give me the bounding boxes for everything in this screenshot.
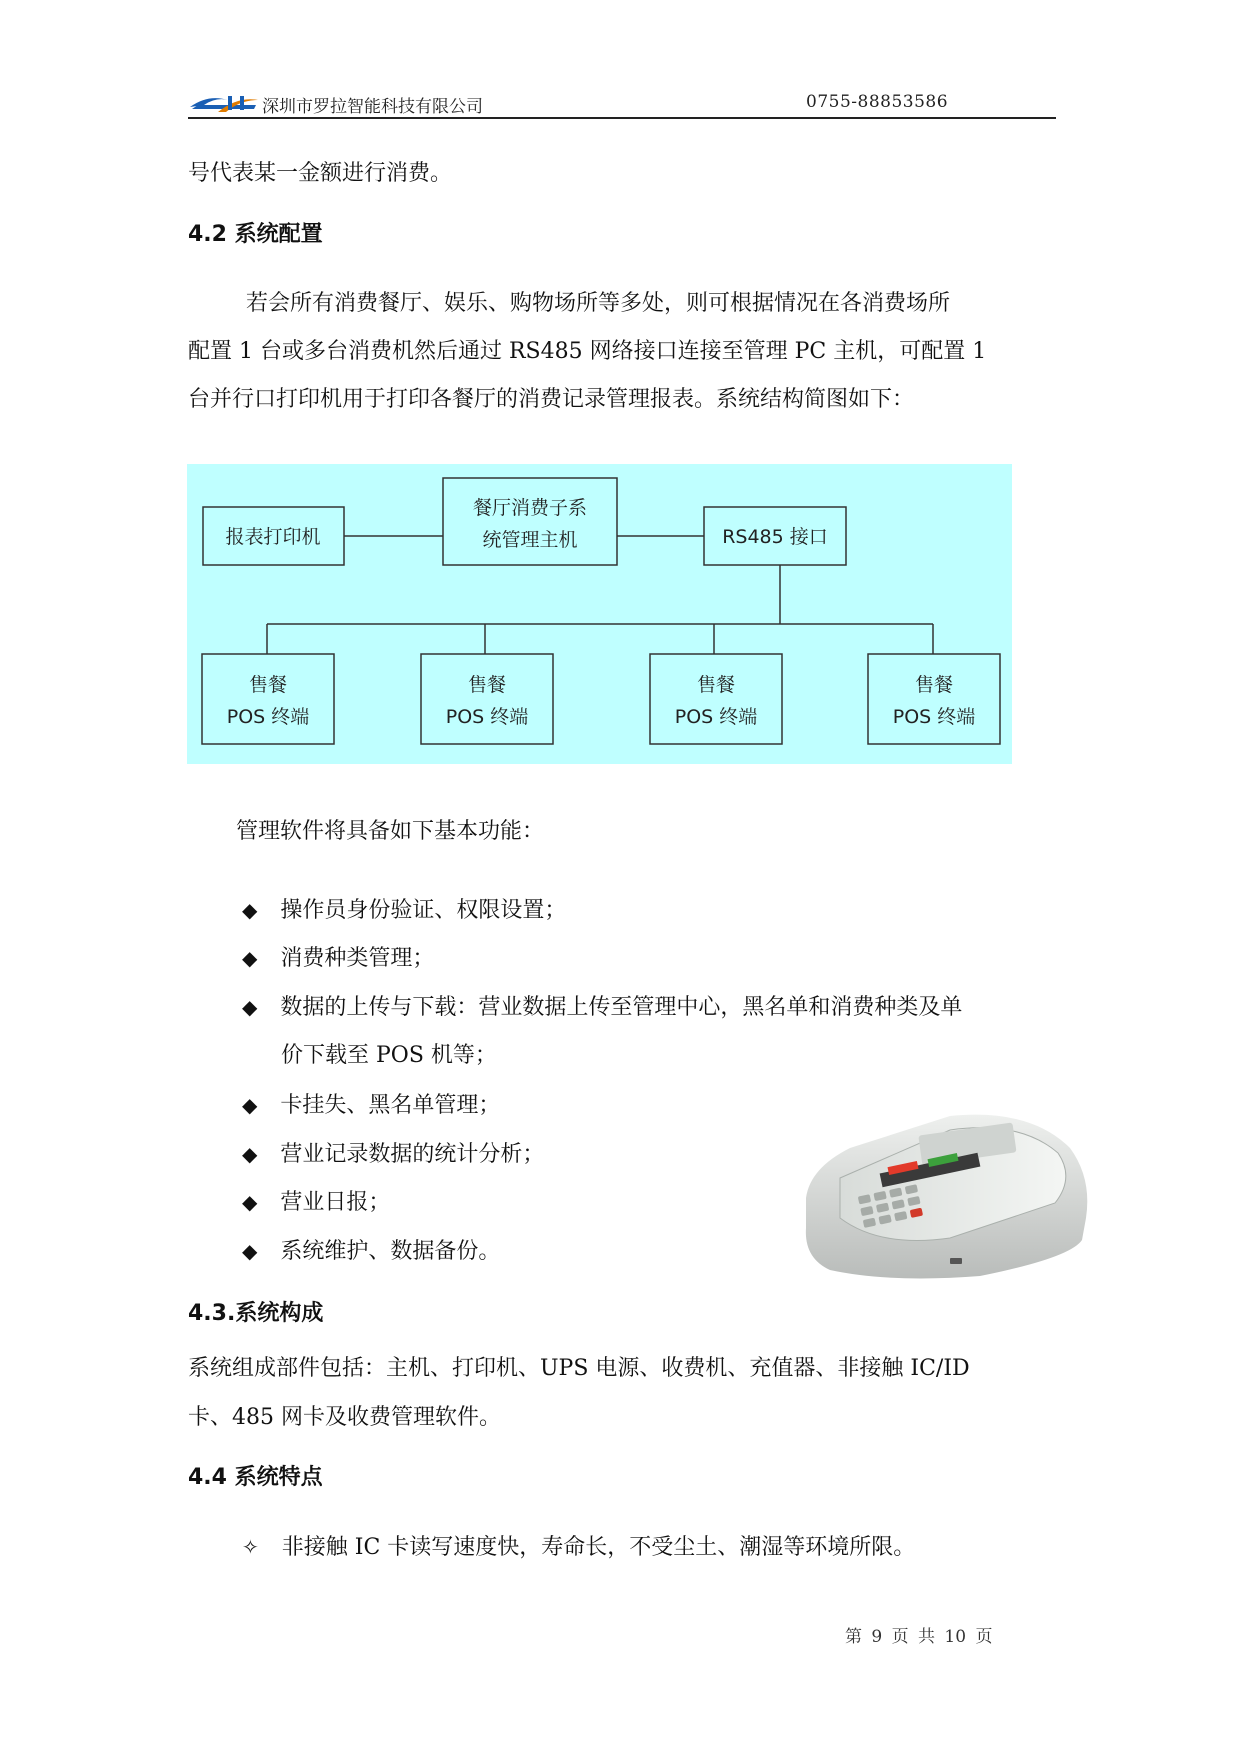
paragraph-intro-line2: 配置 1 台或多台消费机然后通过 RS485 网络接口连接至管理 PC 主机，可配置 1 bbox=[188, 339, 987, 364]
diamond-bullet-icon: ◆ bbox=[242, 1190, 258, 1214]
printer-label: 报表打印机 bbox=[225, 526, 321, 548]
list-item-text: 营业记录数据的统计分析； bbox=[280, 1142, 545, 1167]
header-company-name: 深圳市罗拉智能科技有限公司 bbox=[262, 97, 483, 117]
list-item-text: 营业日报； bbox=[280, 1190, 391, 1215]
list-item bbox=[242, 1227, 500, 1276]
list-item bbox=[242, 934, 434, 983]
terminal-label-line1: 售餐 bbox=[696, 674, 736, 696]
system-structure-diagram bbox=[187, 464, 1012, 764]
list-item bbox=[242, 1081, 500, 1130]
terminal-label-line1: 售餐 bbox=[914, 674, 954, 696]
terminal-label-line2: POS 终端 bbox=[226, 706, 310, 728]
terminal-label-line2: POS 终端 bbox=[445, 706, 529, 728]
pos-terminal-image bbox=[800, 1108, 1090, 1283]
diagram-connectors bbox=[267, 536, 933, 654]
list-item-text: 消费种类管理； bbox=[280, 946, 435, 971]
header-divider bbox=[188, 117, 1056, 119]
diamond-bullet-icon: ◆ bbox=[242, 1239, 258, 1263]
heading-system-features: 4.4 系统特点 bbox=[188, 1465, 323, 1490]
list-item-text: 操作员身份验证、权限设置； bbox=[280, 898, 567, 923]
list-item-text: 系统维护、数据备份。 bbox=[280, 1239, 501, 1264]
diamond-bullet-icon: ◆ bbox=[242, 995, 258, 1019]
list-item-text: 数据的上传与下载：营业数据上传至管理中心，黑名单和消费种类及单 bbox=[280, 995, 963, 1020]
paragraph-intro-line1: 若会所有消费餐厅、娱乐、购物场所等多处，则可根据情况在各消费场所 bbox=[246, 291, 951, 316]
host-label-line1: 餐厅消费子系 bbox=[472, 497, 588, 519]
company-logo bbox=[188, 92, 260, 114]
sparkle-bullet-icon: ✧ bbox=[242, 1535, 259, 1559]
diamond-bullet-icon: ◆ bbox=[242, 898, 258, 922]
diagram-box-terminal-2 bbox=[421, 654, 553, 744]
header-phone: 0755-88853586 bbox=[806, 92, 949, 112]
host-label-line2: 统管理主机 bbox=[482, 529, 578, 551]
list-item bbox=[242, 1178, 390, 1227]
paragraph-composition-line2: 卡、485 网卡及收费管理软件。 bbox=[188, 1405, 501, 1430]
diagram-box-terminal-3 bbox=[650, 654, 782, 744]
diagram-box-terminal-1 bbox=[202, 654, 334, 744]
list-item bbox=[242, 983, 962, 1032]
terminal-label-line2: POS 终端 bbox=[892, 706, 976, 728]
diagram-box-printer bbox=[203, 507, 344, 565]
page-number: 第 9 页 共 10 页 bbox=[845, 1627, 993, 1647]
list-item-text: 卡挂失、黑名单管理； bbox=[280, 1093, 501, 1118]
heading-system-composition: 4.3.系统构成 bbox=[188, 1301, 324, 1326]
diamond-bullet-icon: ◆ bbox=[242, 1142, 258, 1166]
list-item-continuation: 价下载至 POS 机等； bbox=[281, 1043, 497, 1068]
list-item bbox=[242, 1523, 915, 1572]
diagram-box-terminal-4 bbox=[868, 654, 1000, 744]
diamond-bullet-icon: ◆ bbox=[242, 946, 258, 970]
terminal-label-line1: 售餐 bbox=[248, 674, 288, 696]
paragraph-continued: 号代表某一金额进行消费。 bbox=[188, 161, 453, 186]
terminal-label-line1: 售餐 bbox=[467, 674, 507, 696]
diagram-box-host bbox=[443, 478, 617, 565]
rs485-label: RS485 接口 bbox=[722, 526, 828, 548]
heading-system-config: 4.2 系统配置 bbox=[188, 222, 323, 247]
terminal-label-line2: POS 终端 bbox=[674, 706, 758, 728]
paragraph-intro-line3: 台并行口打印机用于打印各餐厅的消费记录管理报表。系统结构简图如下： bbox=[188, 387, 915, 412]
diagram-box-rs485 bbox=[704, 507, 846, 565]
diamond-bullet-icon: ◆ bbox=[242, 1093, 258, 1117]
list-item bbox=[242, 886, 566, 935]
list-item-text: 非接触 IC 卡读写速度快，寿命长，不受尘土、潮湿等环境所限。 bbox=[281, 1535, 916, 1560]
paragraph-functions-intro: 管理软件将具备如下基本功能： bbox=[236, 819, 545, 844]
paragraph-composition-line1: 系统组成部件包括：主机、打印机、UPS 电源、收费机、充值器、非接触 IC/ID bbox=[188, 1356, 970, 1381]
list-item bbox=[242, 1130, 544, 1179]
